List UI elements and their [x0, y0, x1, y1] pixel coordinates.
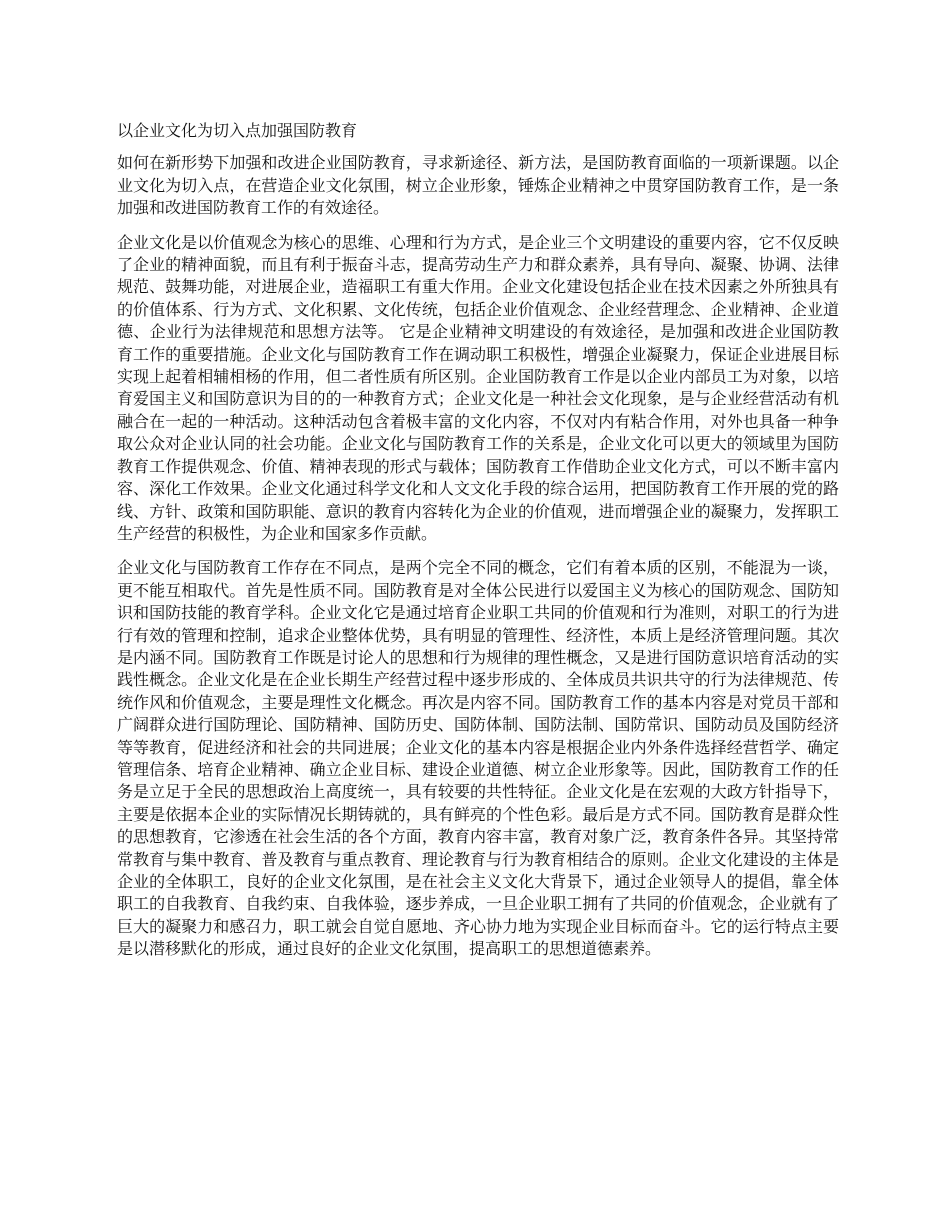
document-title: 以企业文化为切入点加强国防教育: [117, 121, 358, 140]
document-page: [117, 120, 839, 973]
paragraph-intro: 如何在新形势下加强和改进企业国防教育，寻求新途径、新方法，是国防教育面临的一项新课题。以企业文化为切入点，在营造企业文化氛围，树立企业形象，锤炼企业精神之中贯穿国防教育工作，是一条加强和改进国防教育工作的有效途径。: [117, 153, 839, 218]
paragraph-differences: 企业文化与国防教育工作存在不同点，是两个完全不同的概念，它们有着本质的区别，不能混为一谈，更不能互相取代。首先是性质不同。国防教育是对全体公民进行以爱国主义为核心的国防观念、国防知识和国防技能的教育学科。企业文化它是通过培育企业职工共同的价值观和行为准则，对职工的行为进行有效的管理和控制，追求企业整体优势，具有明显的管理性、经济性，本质上是经济管理问题。其次是内涵不同。国防教育工作既是讨论人的思想和行为规律的理性概念，又是进行国防意识培育活动的实践性概念。企业文化是在企业长期生产经营过程中逐步形成的、全体成员共识共守的行为法律规范、传统作风和价值观念，主要是理性文化概念。再次是内容不同。国防教育工作的基本内容是对党员干部和广阔群众进行国防理论、国防精神、国防历史、国防体制、国防法制、国防常识、国防动员及国防经济等等教育，促进经济和社会的共同进展；企业文化的基本内容是根据企业内外条件选择经营哲学、确定管理信条、培育企业精神、确立企业目标、建设企业道德、树立企业形象等。因此，国防教育工作的任务是立足于全民的思想政治上高度统一，具有较要的共性特征。企业文化是在宏观的大政方针指导下，主要是依据本企业的实际情况长期铸就的，具有鲜亮的个性色彩。最后是方式不同。国防教育是群众性的思想教育，它渗透在社会生活的各个方面，教育内容丰富，教育对象广泛，教育条件各异。其坚持常常教育与集中教育、普及教育与重点教育、理论教育与行为教育相结合的原则。企业文化建设的主体是企业的全体职工，良好的企业文化氛围，是在社会主义文化大背景下，通过企业领导人的提倡，靠全体职工的自我教育、自我约束、自我体验，逐步养成，一旦企业职工拥有了共同的价值观念，企业就有了巨大的凝聚力和感召力，职工就会自觉自愿地、齐心协力地为实现企业目标而奋斗。它的运行特点主要是以潜移默化的形成，通过良好的企业文化氛围，提高职工的思想道德素养。: [117, 558, 839, 959]
paragraph-corporate-culture: 企业文化是以价值观念为核心的思维、心理和行为方式，是企业三个文明建设的重要内容，它不仅反映了企业的精神面貌，而且有利于振奋斗志，提高劳动生产力和群众素养，具有导向、凝聚、协调、法律规范、鼓舞功能，对进展企业，造福职工有重大作用。企业文化建设包括企业在技术因素之外所独具有的价值体系、行为方式、文化积累、文化传统，包括企业价值观念、企业经营理念、企业精神、企业道德、企业行为法律规范和思想方法等。 它是企业精神文明建设的有效途径，是加强和改进企业国防教育工作的重要措施。企业文化与国防教育工作在调动职工积极性，增强企业凝聚力，保证企业进展目标实现上起着相辅相杨的作用，但二者性质有所区别。企业国防教育工作是以企业内部员工为对象，以培育爱国主义和国防意识为目的的一种教育方式；企业文化是一种社会文化现象，是与企业经营活动有机融合在一起的一种活动。这种活动包含着极丰富的文化内容，不仅对内有粘合作用，对外也具备一种争取公众对企业认同的社会功能。企业文化与国防教育工作的关系是，企业文化可以更大的领域里为国防教育工作提供观念、价值、精神表现的形式与载体；国防教育工作借助企业文化方式，可以不断丰富内容、深化工作效果。企业文化通过科学文化和人文文化手段的综合运用，把国防教育工作开展的党的路线、方针、政策和国防职能、意识的教育内容转化为企业的价值观，进而增强企业的凝聚力，发挥职工生产经营的积极性，为企业和国家多作贡献。: [117, 232, 839, 543]
